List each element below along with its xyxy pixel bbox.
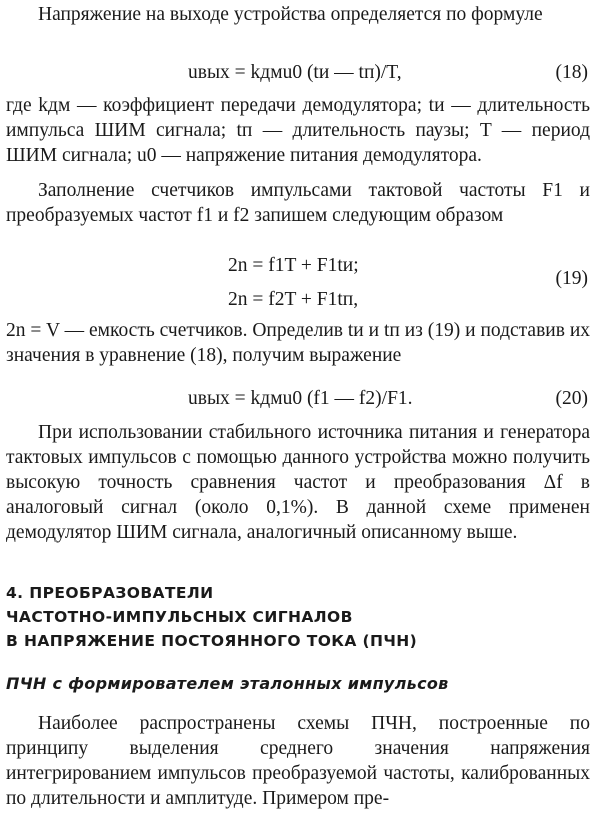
conclusion-paragraph: При использовании стабильного источника питания и генератора тактовых импульсов с помощью данного устройства можно получить высокую точность сравнения частот и преобразования Δf в аналоговый сигнал (около 0,1%). В данной схеме применен демодулятор ШИМ сигнала, аналогичный описанному выше.	[6, 422, 590, 543]
equation-18-number: (18)	[555, 62, 588, 83]
final-paragraph: Наиболее распространены схемы ПЧН, построенные по принципу выделения среднего значения напряжения интегрированием импульсов преобразуемой частоты, калиброванных по длительности и амплитуде. Примером пре-	[6, 713, 590, 809]
equation-20: uвых = kдмu0 (f1 — f2)/F1.	[188, 388, 413, 409]
equation-19-line-1: 2n = f1T + F1tи;	[228, 255, 359, 276]
equation-19-line-2: 2n = f2T + F1tп,	[228, 289, 359, 310]
section-heading-line-3: В НАПРЯЖЕНИЕ ПОСТОЯННОГО ТОКА (ПЧН)	[6, 632, 418, 650]
equation-19-number: (19)	[555, 268, 588, 289]
counters-paragraph: Заполнение счетчиков импульсами тактовой частоты F1 и преобразуемых частот f1 и f2 запишем следующим образом	[6, 180, 590, 226]
equation-18: uвых = kдмu0 (tи — tп)/T,	[188, 62, 402, 83]
intro-paragraph: Напряжение на выходе устройства определяется по формуле	[38, 4, 543, 25]
capacity-paragraph: 2n = V — емкость счетчиков. Определив tи и tп из (19) и подставив их значения в уравнение (18), получим выражение	[6, 320, 590, 366]
subsection-heading: ПЧН с формирователем эталонных импульсов	[6, 674, 449, 693]
equation-20-number: (20)	[555, 388, 588, 409]
section-heading-line-2: ЧАСТОТНО-ИМПУЛЬСНЫХ СИГНАЛОВ	[6, 608, 353, 626]
section-heading-line-1: 4. ПРЕОБРАЗОВАТЕЛИ	[6, 584, 214, 602]
definitions-paragraph: где kдм — коэффициент передачи демодулятора; tи — длительность импульса ШИМ сигнала; tп — длительность паузы; T — период ШИМ сигнала; u0 — напряжение питания демодулятора.	[6, 95, 590, 166]
